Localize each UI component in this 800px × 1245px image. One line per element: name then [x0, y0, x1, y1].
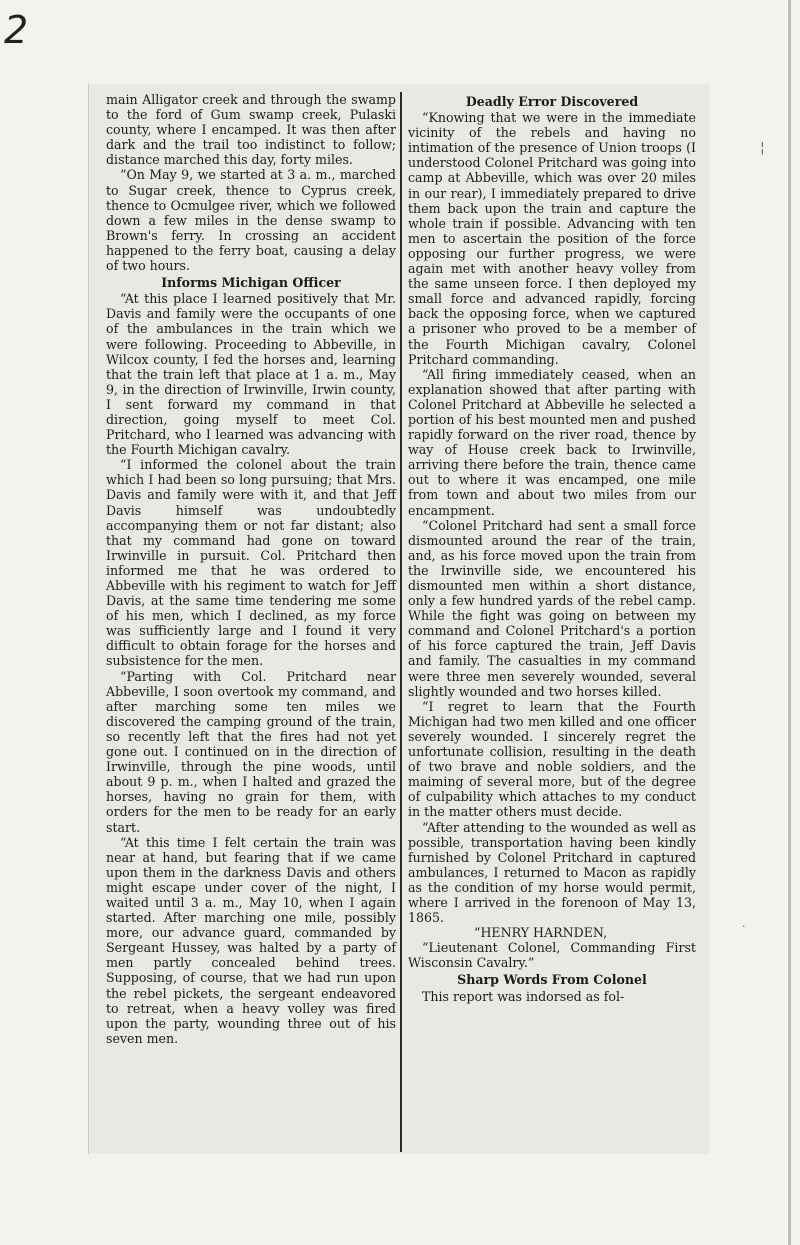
- subheading: Deadly Error Discovered: [465, 94, 639, 109]
- column-divider: [400, 92, 402, 1152]
- paragraph: “Knowing that we were in the immediate vicinity of the rebels and having no intimation of the presence of Union troops (I understood Colonel Pritchard was going into camp at Abbeville, which was over 20 miles in our rear), I immediately prepared to drive them back upon the train and capture the whole train if possible. Advancing with ten men to ascertain the position of the force opposing our further progress, we were again met with another heavy volley from the same unseen force. I then deployed my small force and advanced rapidly, forcing back the opposing force, when we captured a prisoner who proved to be a member of the Fourth Michigan cavalry, Colonel Pritchard commanding.: [408, 110, 696, 367]
- signature: “HENRY HARNDEN,: [474, 925, 608, 941]
- paragraph: “All firing immediately ceased, when an explanation showed that after parting with Colonel Pritchard at Abbeville he selected a portion of his best mounted men and pushed rapidly forward on the river road, thence by way of House creek back to Irwinville, arriving there before the train, thence came out to where it was encamped, one mile from town and about two miles from our encampment.: [408, 366, 696, 518]
- margin-mark: ¦: [760, 140, 765, 156]
- paragraph: “Colonel Pritchard had sent a small force dismounted around the rear of the train, and, as his force moved upon the train from the Irwinville side, we encountered his dismounted men within a short distance, only a few hundred yards of the rebel camp. While the fight was going on between my command and Colonel Pritchard's a portion of his force captured the train, Jeff Davis and family. The casualties in my command were three men severely wounded, several slightly wounded and two horses killed.: [408, 517, 696, 699]
- paragraph: “I regret to learn that the Fourth Michigan had two men killed and one officer severely wounded. I sincerely regret the unfortunate collision, resulting in the death of two brave and noble soldiers, and the maiming of several more, but of the degree of culpability which attaches to my conduct in the matter others must decide.: [408, 698, 696, 820]
- paragraph: “I informed the colonel about the train which I had been so long pursuing; that Mrs. Davis and family were with it, and that Jeff Davis himself was undoubtedly accompanying them or not far distant; also that my command had gone on toward Irwinville in pursuit. Col. Pritchard then informed me that he was ordered to Abbeville with his regiment to watch for Jeff Davis, at the same time tendering me some of his men, which I declined, as my force was sufficiently large and I found it very difficult to obtain forage for the horses and subsistence for the men.: [106, 457, 396, 669]
- subheading: Sharp Words From Colonel: [457, 972, 647, 988]
- scan-edge: [788, 0, 791, 1245]
- paragraph: “At this place I learned positively that Mr. Davis and family were the occupants of one of the ambulances in the train which we were following. Proceeding to Abbeville, in Wilcox county, I fed the horses and, learning that the train left that place at 1 a. m., May 9, in the direction of Irwinville, Irwin county, I sent forward my command in that direction, going myself to meet Col. Pritchard, who I learned was advancing with the Fourth Michigan cavalry.: [106, 291, 396, 458]
- paragraph: “On May 9, we started at 3 a. m., marched to Sugar creek, thence to Cyprus creek, thence to Ocmulgee river, which we followed down a few miles in the dense swamp to Brown's ferry. In crossing an accident happened to the ferry boat, causing a delay of two hours.: [106, 167, 396, 274]
- paragraph: “At this time I felt certain the train was near at hand, but fearing that if we came upon them in the darkness Davis and others might escape under cover of the night, I waited until 3 a. m., May 10, when I again started. After marching one mile, possibly more, our advance guard, commanded by Sergeant Hussey, was halted by a party of men partly concealed behind trees. Supposing, of course, that we had run upon the rebel pickets, the sergeant endeavored to retreat, when a heavy volley was fired upon the party, wounding three out of his seven men.: [106, 834, 396, 1046]
- left-column: [106, 92, 396, 1046]
- paragraph: “Parting with Col. Pritchard near Abbeville, I soon overtook my command, and after marching some ten miles we discovered the camping ground of the train, so recently left that the fires had not yet gone out. I continued on in the direction of Irwinville, through the pine woods, until about 9 p. m., when I halted and grazed the horses, having no grain for them, with orders for the men to be ready for an early start.: [106, 668, 396, 835]
- paragraph: main Alligator creek and through the swamp to the ford of Gum swamp creek, Pulaski county, where I encamped. It was then after dark and the trail too indistinct to follow; distance marched this day, forty miles.: [106, 92, 396, 168]
- subheading: Informs Michigan Officer: [161, 275, 341, 291]
- page-number: 2: [4, 8, 29, 52]
- right-column: [408, 92, 696, 1004]
- paragraph: “After attending to the wounded as well as possible, transportation having been kindly furnished by Colonel Pritchard in captured ambulances, I returned to Macon as rapidly as the condition of my horse would permit, where I arrived in the forenoon of May 13, 1865.: [408, 819, 696, 926]
- margin-mark: ·: [742, 920, 746, 933]
- paragraph: This report was indorsed as fol-: [422, 988, 625, 1004]
- signature-title: “Lieutenant Colonel, Commanding First Wisconsin Cavalry.”: [408, 940, 696, 971]
